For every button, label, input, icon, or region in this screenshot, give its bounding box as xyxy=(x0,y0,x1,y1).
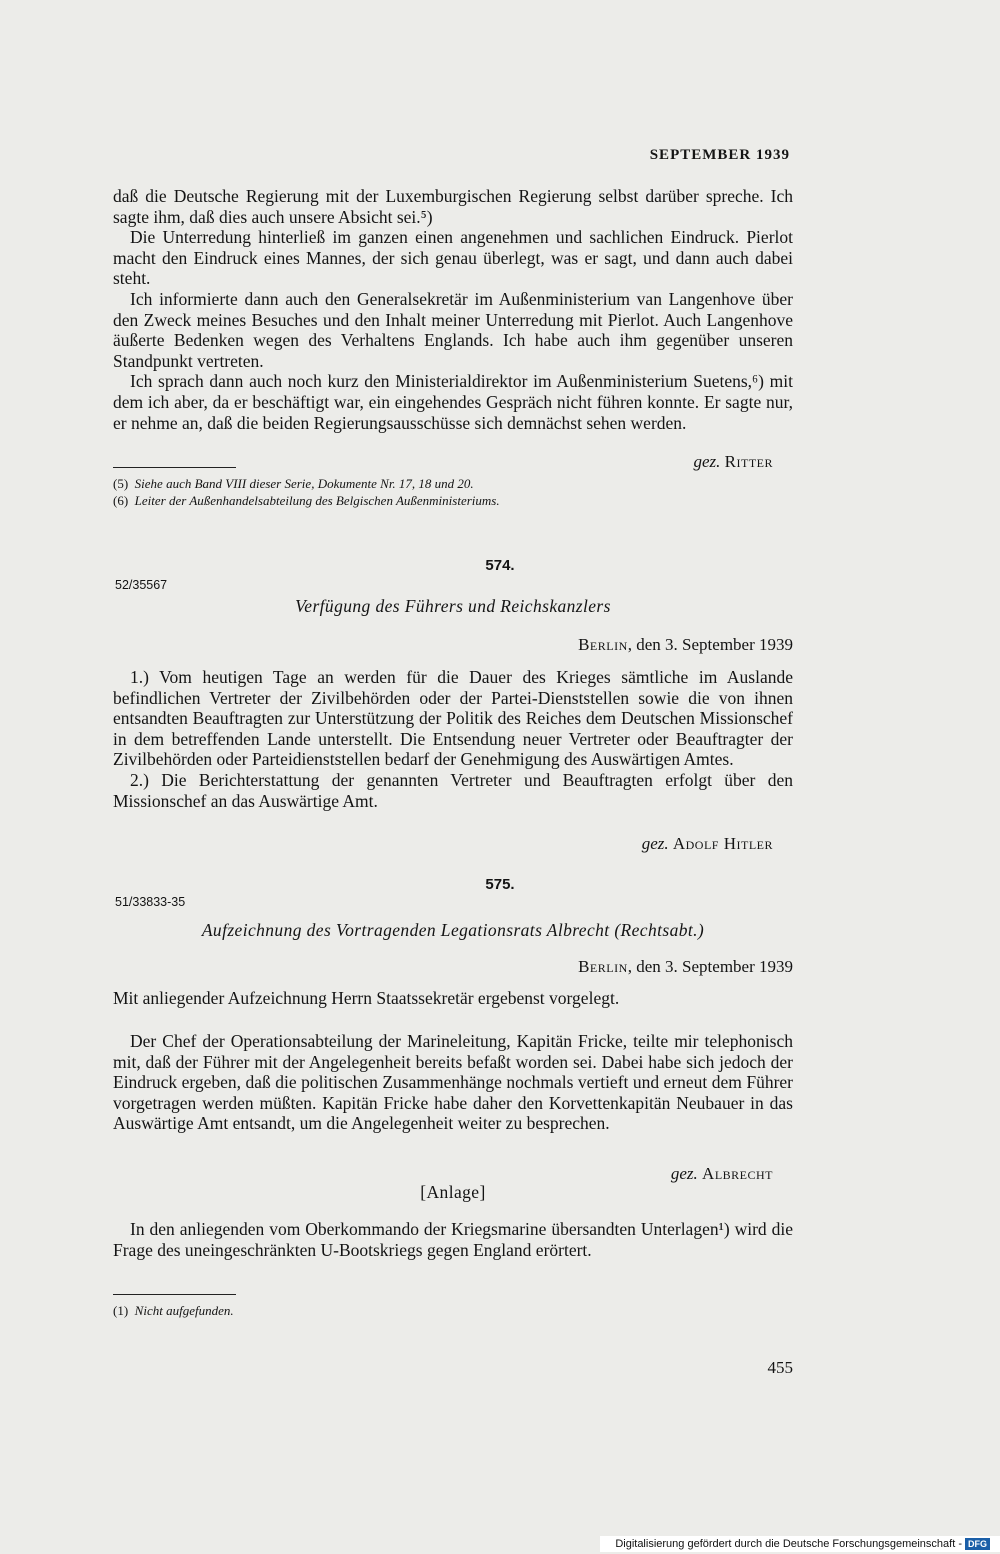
running-header: SEPTEMBER 1939 xyxy=(649,147,790,163)
place-date xyxy=(113,957,793,977)
footnote-text: Siehe auch Band VIII dieser Serie, Dokumente Nr. 17, 18 und 20. xyxy=(134,476,474,491)
footnote xyxy=(113,476,793,493)
page-number: 455 xyxy=(767,1358,793,1377)
signature-prefix: gez. xyxy=(693,452,721,471)
footnote-text: Nicht aufgefunden. xyxy=(134,1303,234,1318)
footnote-number: (6) xyxy=(113,492,129,508)
continuation-text xyxy=(113,186,793,433)
signature-hitler xyxy=(113,834,773,854)
date: , den 3. September 1939 xyxy=(627,635,793,654)
footnote xyxy=(113,1303,793,1320)
footnote xyxy=(113,493,793,510)
footnote-number: (5) xyxy=(113,476,129,491)
intro-line xyxy=(113,988,793,1009)
document-number: 574. xyxy=(485,557,515,574)
paragraph: Mit anliegender Aufzeichnung Herrn Staatssekretär ergebenst vorgelegt. xyxy=(113,988,620,1008)
signature-prefix: gez. xyxy=(641,834,669,853)
archive-reference: 52/35567 xyxy=(115,578,168,592)
signature-name: Adolf Hitler xyxy=(672,834,773,853)
dfg-logo-icon: DFG xyxy=(965,1538,990,1550)
banner-text: Digitalisierung gefördert durch die Deutsche Forschungsgemeinschaft - xyxy=(615,1538,962,1550)
signature-name: Albrecht xyxy=(702,1164,773,1183)
signature-name: Ritter xyxy=(724,452,773,471)
paragraph: Der Chef der Operationsabteilung der Marineleitung, Kapitän Fricke, teilte mir telephonisch mit, daß der Führer mit der Angelegenheit bereits befaßt worden sei. Dabei habe sich jedoch der Eindruck ergeben, daß die politischen Zusammenhänge nochmals vertieft und erneut dem Führer vorgetragen werden müßten. Kapitän Fricke habe daher den Korvettenkapitän Neubauer in das Auswärtige Amt entsandt, um die Angelegenheit weiter zu besprechen. xyxy=(113,1031,793,1134)
place: Berlin xyxy=(578,635,628,654)
annex-label: [Anlage] xyxy=(420,1182,486,1202)
footnote-text: Leiter der Außenhandelsabteilung des Belgischen Außenministeriums. xyxy=(134,492,500,508)
footnote-number: (1) xyxy=(113,1303,129,1318)
document-title: Aufzeichnung des Vortragenden Legationsrats Albrecht (Rechtsabt.) xyxy=(201,920,705,940)
paragraph: In den anliegenden vom Oberkommando der Kriegsmarine übersandten Unterlagen¹) wird die Frage des uneingeschränkten U-Bootskriegs gegen England erörtert. xyxy=(113,1219,793,1260)
signature-albrecht xyxy=(113,1164,773,1184)
archive-reference: 51/33833-35 xyxy=(115,895,186,909)
footnotes-block xyxy=(113,1303,793,1320)
document-body xyxy=(113,1031,793,1134)
document-number: 575. xyxy=(485,876,515,893)
funding-banner xyxy=(600,1536,1000,1552)
paragraph: 2.) Die Berichterstattung der genannten Vertreter und Beauftragten erfolgt über den Missionschef an das Auswärtige Amt. xyxy=(113,769,793,811)
signature-prefix: gez. xyxy=(670,1164,698,1183)
paragraph: Ich sprach dann auch noch kurz den Ministerialdirektor im Außenministerium Suetens,⁶) mit dem ich aber, da er beschäftigt war, ein eingehendes Gespräch nicht führen konnte. Er sagte nur, er nehme an, daß die beiden Regierungsausschüsse sich demnächst sehen werden. xyxy=(113,371,793,433)
footnotes-block xyxy=(113,476,793,509)
date: , den 3. September 1939 xyxy=(627,957,793,976)
paragraph: Die Unterredung hinterließ im ganzen einen angenehmen und sachlichen Eindruck. Pierlot macht den Eindruck eines Mannes, der sich genau überlegt, was er sagt, und dann auch dabei steht. xyxy=(113,227,793,289)
paragraph: Ich informierte dann auch den Generalsekretär im Außenministerium van Langenhove über den Zweck meines Besuches und den Inhalt meiner Unterredung mit Pierlot. Auch Langenhove äußerte Bedenken wegen des Verhaltens Englands. Ich habe auch ihm gegenüber unseren Standpunkt vertreten. xyxy=(113,288,793,371)
document-body xyxy=(113,667,793,811)
place: Berlin xyxy=(578,957,628,976)
paragraph: daß die Deutsche Regierung mit der Luxemburgischen Regierung selbst darüber spreche. Ich sagte ihm, daß dies auch unsere Absicht sei.⁵) xyxy=(113,186,793,227)
signature-ritter xyxy=(113,452,773,472)
footnote-rule xyxy=(113,467,236,468)
footnote-rule xyxy=(113,1294,236,1295)
document-title: Verfügung des Führers und Reichskanzlers xyxy=(295,596,611,616)
paragraph: 1.) Vom heutigen Tage an werden für die Dauer des Krieges sämtliche im Auslande befindlichen Vertreter der Zivilbehörden oder der Partei-Dienststellen sowie die von ihnen entsandten Beauftragten zur Unterstützung der Politik des Reiches dem Deutschen Missionschef in dem betreffenden Lande unterstellt. Die Entsendung neuer Vertreter oder Beauftragter der Zivilbehörden oder Parteidienststellen bedarf der Genehmigung des Auswärtigen Amtes. xyxy=(113,667,793,770)
annex-body xyxy=(113,1219,793,1260)
place-date xyxy=(113,635,793,655)
